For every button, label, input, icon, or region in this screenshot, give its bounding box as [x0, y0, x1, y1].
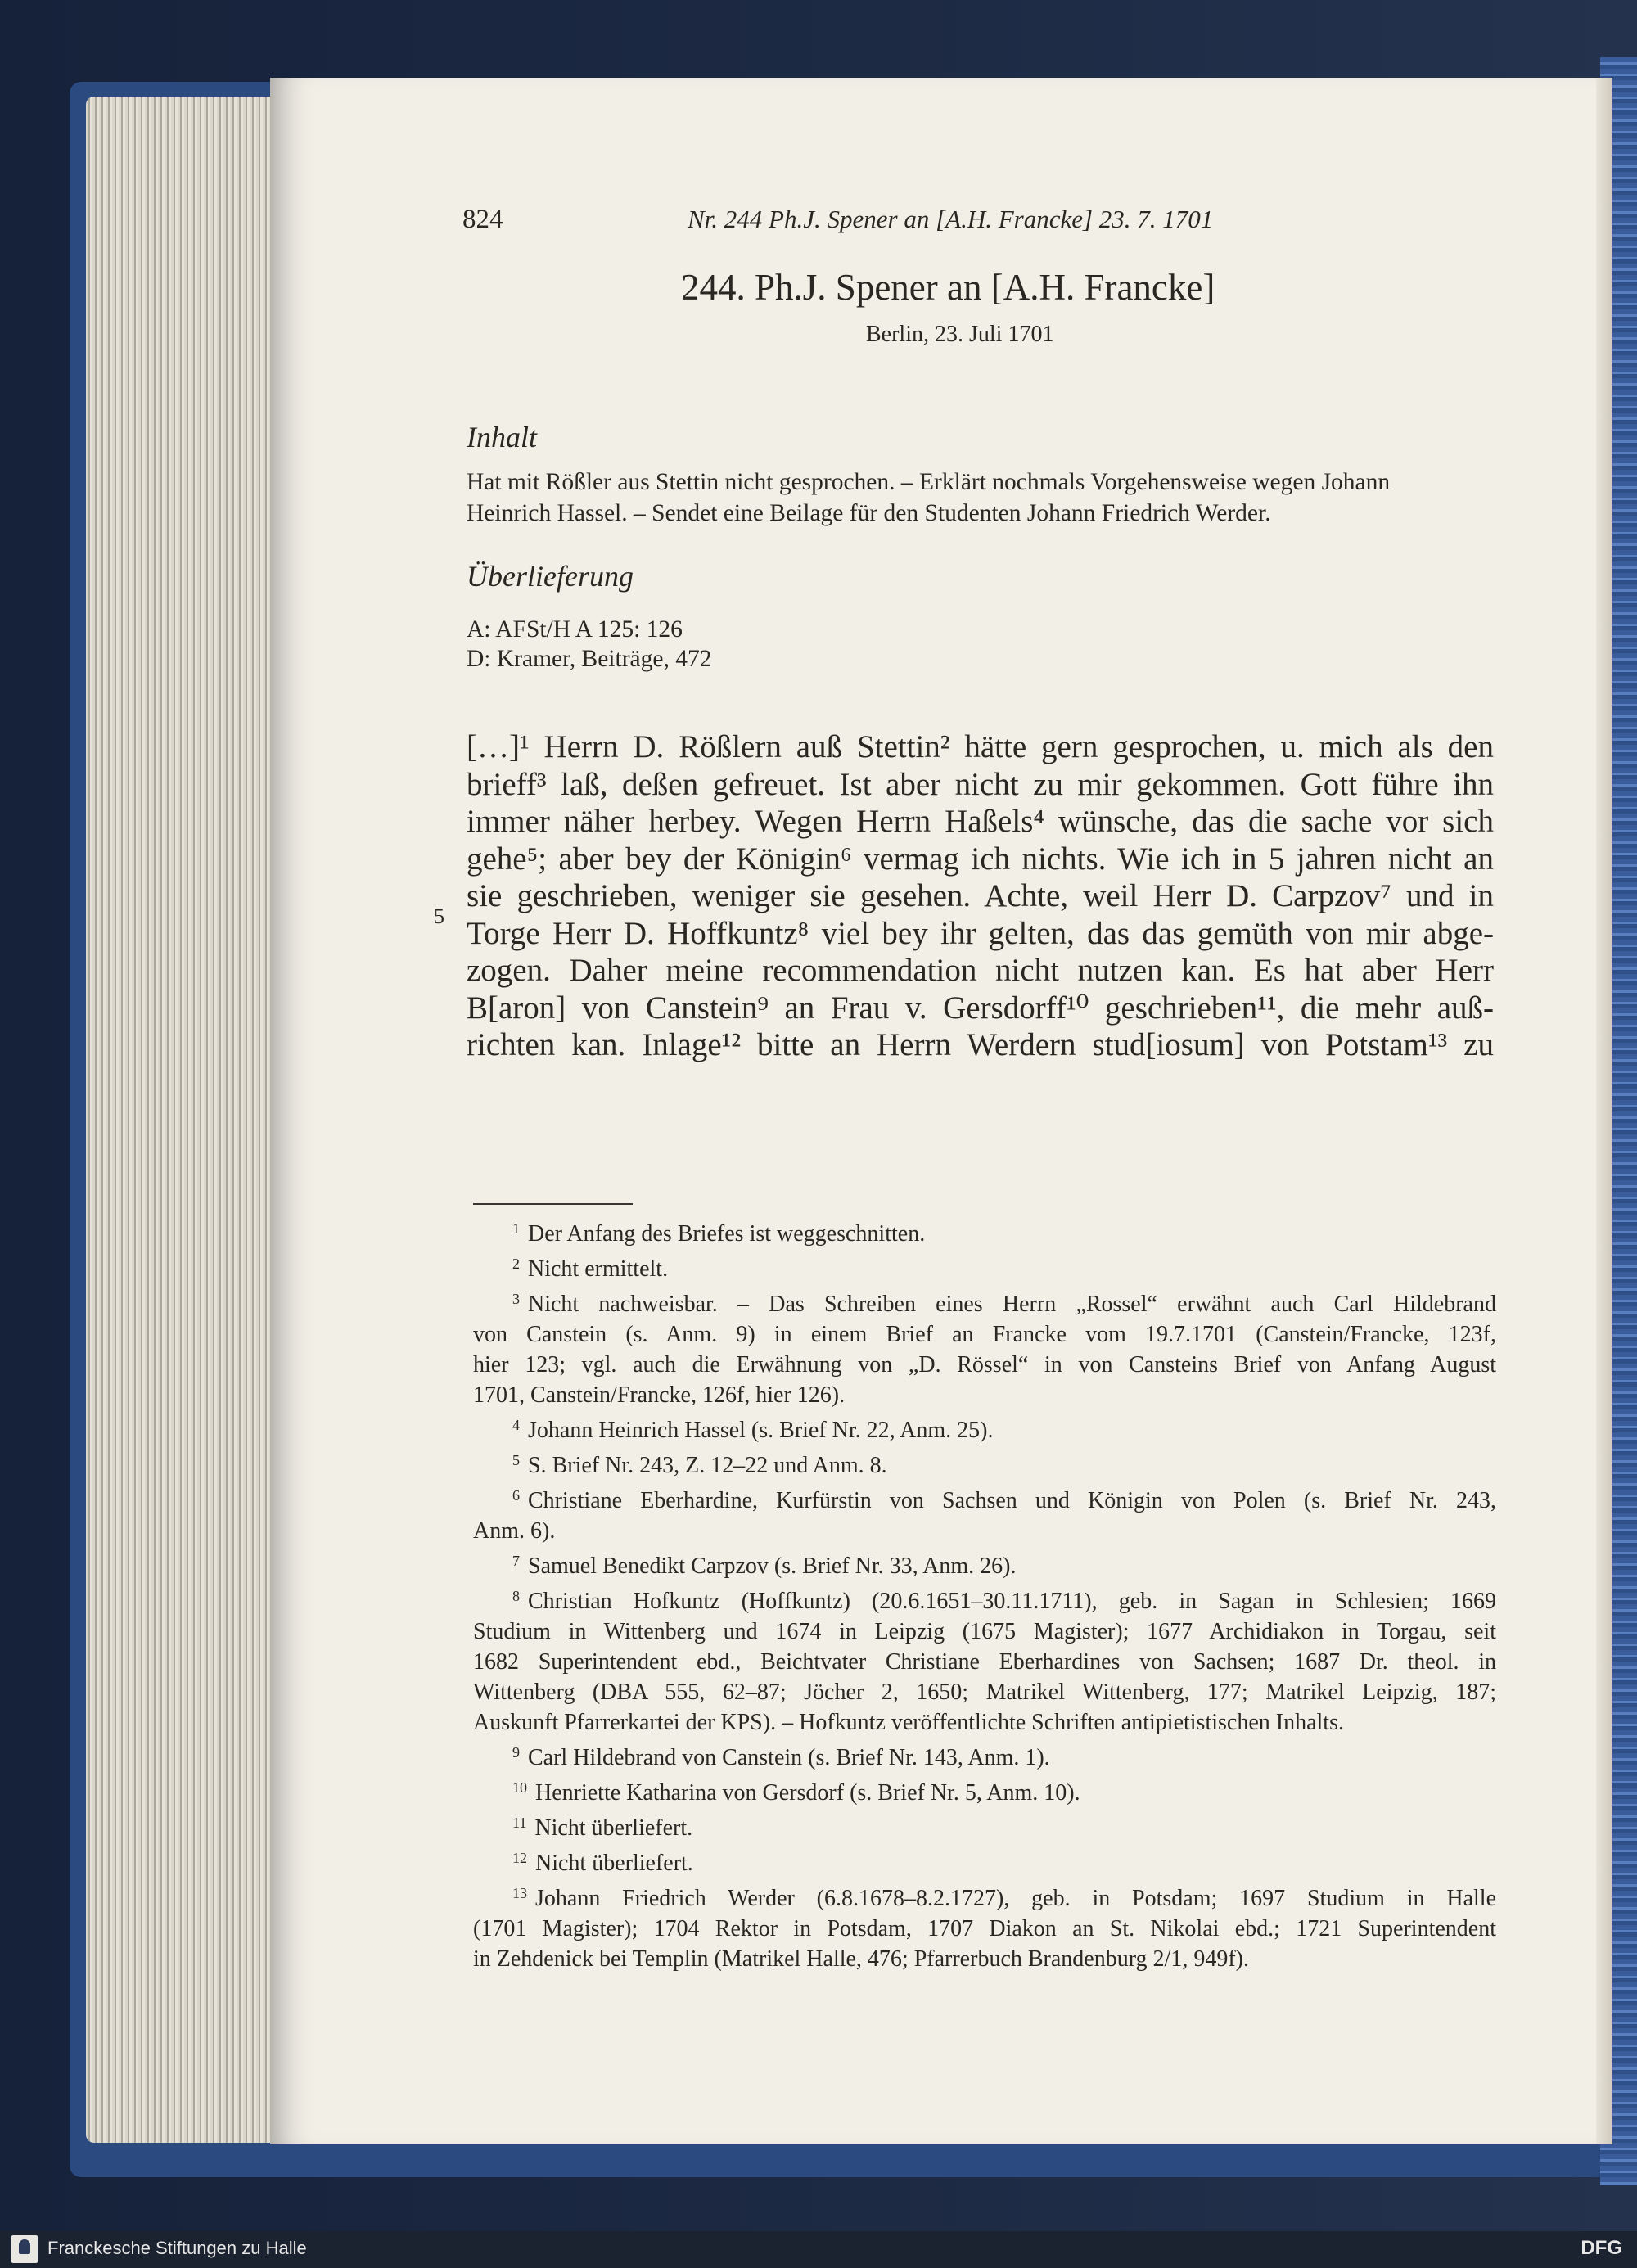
footnote-text: Der Anfang des Briefes ist weggeschnitten.	[528, 1221, 926, 1247]
footnote-text: Nicht nachweisbar. – Das Schreiben eines Herrn „Rossel“ erwähnt auch Carl Hildebrand	[528, 1292, 1496, 1317]
body-line: zogen. Daher meine recommendation nicht nutzen kan. Es hat aber Herr	[467, 953, 1494, 988]
body-line: brieff³ laß, deßen gefreuet. Ist aber nicht zu mir gekommen. Gott führe ihn	[467, 766, 1494, 802]
footnote-line	[473, 1647, 1496, 1677]
footnote-text: Auskunft Pfarrerkartei der KPS). – Hofkuntz veröffentlichte Schriften antipietistischen Inhalts.	[473, 1710, 1344, 1735]
footnote-line	[473, 1380, 1496, 1410]
body-line: […]¹ Herrn D. Rößlern auß Stettin² hätte gern gesprochen, u. mich als den	[467, 729, 1494, 764]
inhalt-line-2: Heinrich Hassel. – Sendet eine Beilage für den Studenten Johann Friedrich Werder.	[467, 500, 1271, 526]
inhalt-line-1: Hat mit Rößler aus Stettin nicht gesprochen. – Erklärt nochmals Vorgehensweise wegen Johann	[467, 469, 1391, 495]
footnote-line	[473, 1808, 1496, 1843]
body-line: Torge Herr D. Hoffkuntz⁸ viel bey ihr gelten, das das gemüth von mir abge-	[467, 915, 1494, 951]
footnote-line	[473, 1481, 1496, 1516]
ueberlieferung-line-1: A: AFSt/H A 125: 126	[467, 616, 683, 643]
footnote-text: Samuel Benedikt Carpzov (s. Brief Nr. 33, Anm. 26).	[528, 1553, 1017, 1579]
body-line: B[aron] von Canstein⁹ an Frau v. Gersdorff¹⁰ geschrieben¹¹, die mehr auß-	[467, 990, 1494, 1026]
footnote-text: Henriette Katharina von Gersdorf (s. Brief Nr. 5, Anm. 10).	[535, 1780, 1080, 1806]
body-line: immer näher herbey. Wegen Herrn Haßels⁴ wünsche, das die sache vor sich	[467, 804, 1494, 839]
inhalt-heading: Inhalt	[467, 421, 537, 453]
letter-dateline: Berlin, 23. Juli 1701	[866, 322, 1054, 347]
footnote-line	[473, 1350, 1496, 1380]
body-line: sie geschrieben, weniger sie gesehen. Achte, weil Herr D. Carpzov⁷ und in	[467, 878, 1494, 913]
body-line: gehe⁵; aber bey der Königin⁶ vermag ich nichts. Wie ich in 5 jahren nicht an	[467, 841, 1494, 877]
footnote-line	[473, 1410, 1496, 1445]
footnote-line	[473, 1546, 1496, 1581]
footnote-line	[473, 1581, 1496, 1616]
footnote-number: 1	[512, 1220, 520, 1237]
footnote-number: 5	[512, 1452, 520, 1468]
footnote-number: 9	[512, 1744, 520, 1761]
footnote-number: 2	[512, 1256, 520, 1272]
footnote-text: hier 123; vgl. auch die Erwähnung von „D. Rössel“ in von Cansteins Brief von Anfang August	[473, 1352, 1496, 1377]
page-gutter	[1596, 78, 1612, 2144]
page-number: 824	[462, 205, 503, 234]
ueberlieferung-line-2: D: Kramer, Beiträge, 472	[467, 646, 712, 672]
footnote-text: Nicht ermittelt.	[528, 1256, 669, 1282]
footnote-text: Anm. 6).	[473, 1518, 556, 1544]
footnote-line	[473, 1677, 1496, 1707]
footnote-line	[473, 1616, 1496, 1647]
line-number-5: 5	[434, 904, 444, 928]
footnote-text: (1701 Magister); 1704 Rektor in Potsdam, 1707 Diakon an St. Nikolai ebd.; 1721 Superintendent	[473, 1916, 1496, 1941]
footnote-line	[473, 1843, 1496, 1878]
footnote-line	[473, 1878, 1496, 1914]
footnote-text: Christiane Eberhardine, Kurfürstin von Sachsen und Königin von Polen (s. Brief Nr. 243,	[528, 1488, 1496, 1513]
footnote-line	[473, 1516, 1496, 1546]
letter-body	[467, 728, 1494, 1064]
footnote-line	[473, 1214, 1496, 1249]
dfg-logo: DFG	[1581, 2237, 1622, 2259]
footnote-number: 7	[512, 1553, 520, 1569]
footnote-rule	[473, 1203, 633, 1205]
footnote-number: 4	[512, 1417, 520, 1433]
footnote-text: von Canstein (s. Anm. 9) in einem Brief an Francke vom 19.7.1701 (Canstein/Francke, 123f,	[473, 1322, 1496, 1347]
footnote-line	[473, 1445, 1496, 1481]
page-block-edges	[86, 97, 299, 2143]
footnote-text: Johann Friedrich Werder (6.8.1678–8.2.1727), geb. in Potsdam; 1697 Studium in Halle	[535, 1886, 1496, 1911]
footnote-text: Christian Hofkuntz (Hoffkuntz) (20.6.1651–30.11.1711), geb. in Sagan in Schlesien; 1669	[528, 1589, 1496, 1614]
ueberlieferung-heading: Überlieferung	[467, 560, 634, 593]
footnote-text: Johann Heinrich Hassel (s. Brief Nr. 22, Anm. 25).	[528, 1418, 994, 1443]
footnote-text: Carl Hildebrand von Canstein (s. Brief Nr. 143, Anm. 1).	[528, 1745, 1050, 1770]
footnote-number: 11	[512, 1815, 527, 1831]
footnote-text: Nicht überliefert.	[535, 1851, 693, 1876]
footnote-text: Nicht überliefert.	[534, 1815, 693, 1841]
footnote-text: Studium in Wittenberg und 1674 in Leipzig (1675 Magister); 1677 Archidiakon in Torgau, seit	[473, 1619, 1496, 1644]
institution-name: Franckesche Stiftungen zu Halle	[47, 2238, 307, 2258]
footnote-line	[473, 1319, 1496, 1350]
footnote-text: 1701, Canstein/Francke, 126f, hier 126).	[473, 1382, 846, 1408]
footnote-number: 10	[512, 1779, 527, 1796]
footnote-number: 3	[512, 1291, 520, 1307]
footnote-line	[473, 1284, 1496, 1319]
institution-logo-icon	[11, 2235, 38, 2263]
footnotes	[473, 1214, 1496, 1974]
footnote-line	[473, 1914, 1496, 1944]
footnote-text: in Zehdenick bei Templin (Matrikel Halle, 476; Pfarrerbuch Brandenburg 2/1, 949f).	[473, 1946, 1249, 1972]
footnote-number: 6	[512, 1487, 520, 1504]
footnote-line	[473, 1773, 1496, 1808]
footnote-line	[473, 1249, 1496, 1284]
footnote-number: 13	[512, 1885, 527, 1901]
footnote-line	[473, 1944, 1496, 1974]
running-head: Nr. 244 Ph.J. Spener an [A.H. Francke] 23. 7. 1701	[688, 205, 1214, 233]
body-line: richten kan. Inlage¹² bitte an Herrn Werdern stud[iosum] von Potstam¹³ zu	[467, 1027, 1494, 1062]
footnote-line	[473, 1738, 1496, 1773]
footnote-text: Wittenberg (DBA 555, 62–87; Jöcher 2, 1650; Matrikel Wittenberg, 177; Matrikel Leipzig, 187;	[473, 1680, 1496, 1705]
footnote-text: S. Brief Nr. 243, Z. 12–22 und Anm. 8.	[528, 1453, 887, 1478]
footnote-number: 12	[512, 1850, 527, 1866]
footnote-text: 1682 Superintendent ebd., Beichtvater Christiane Eberhardines von Sachsen; 1687 Dr. theol. in	[473, 1649, 1496, 1675]
footnote-line	[473, 1707, 1496, 1738]
footnote-number: 8	[512, 1588, 520, 1604]
letter-title: 244. Ph.J. Spener an [A.H. Francke]	[681, 267, 1215, 308]
